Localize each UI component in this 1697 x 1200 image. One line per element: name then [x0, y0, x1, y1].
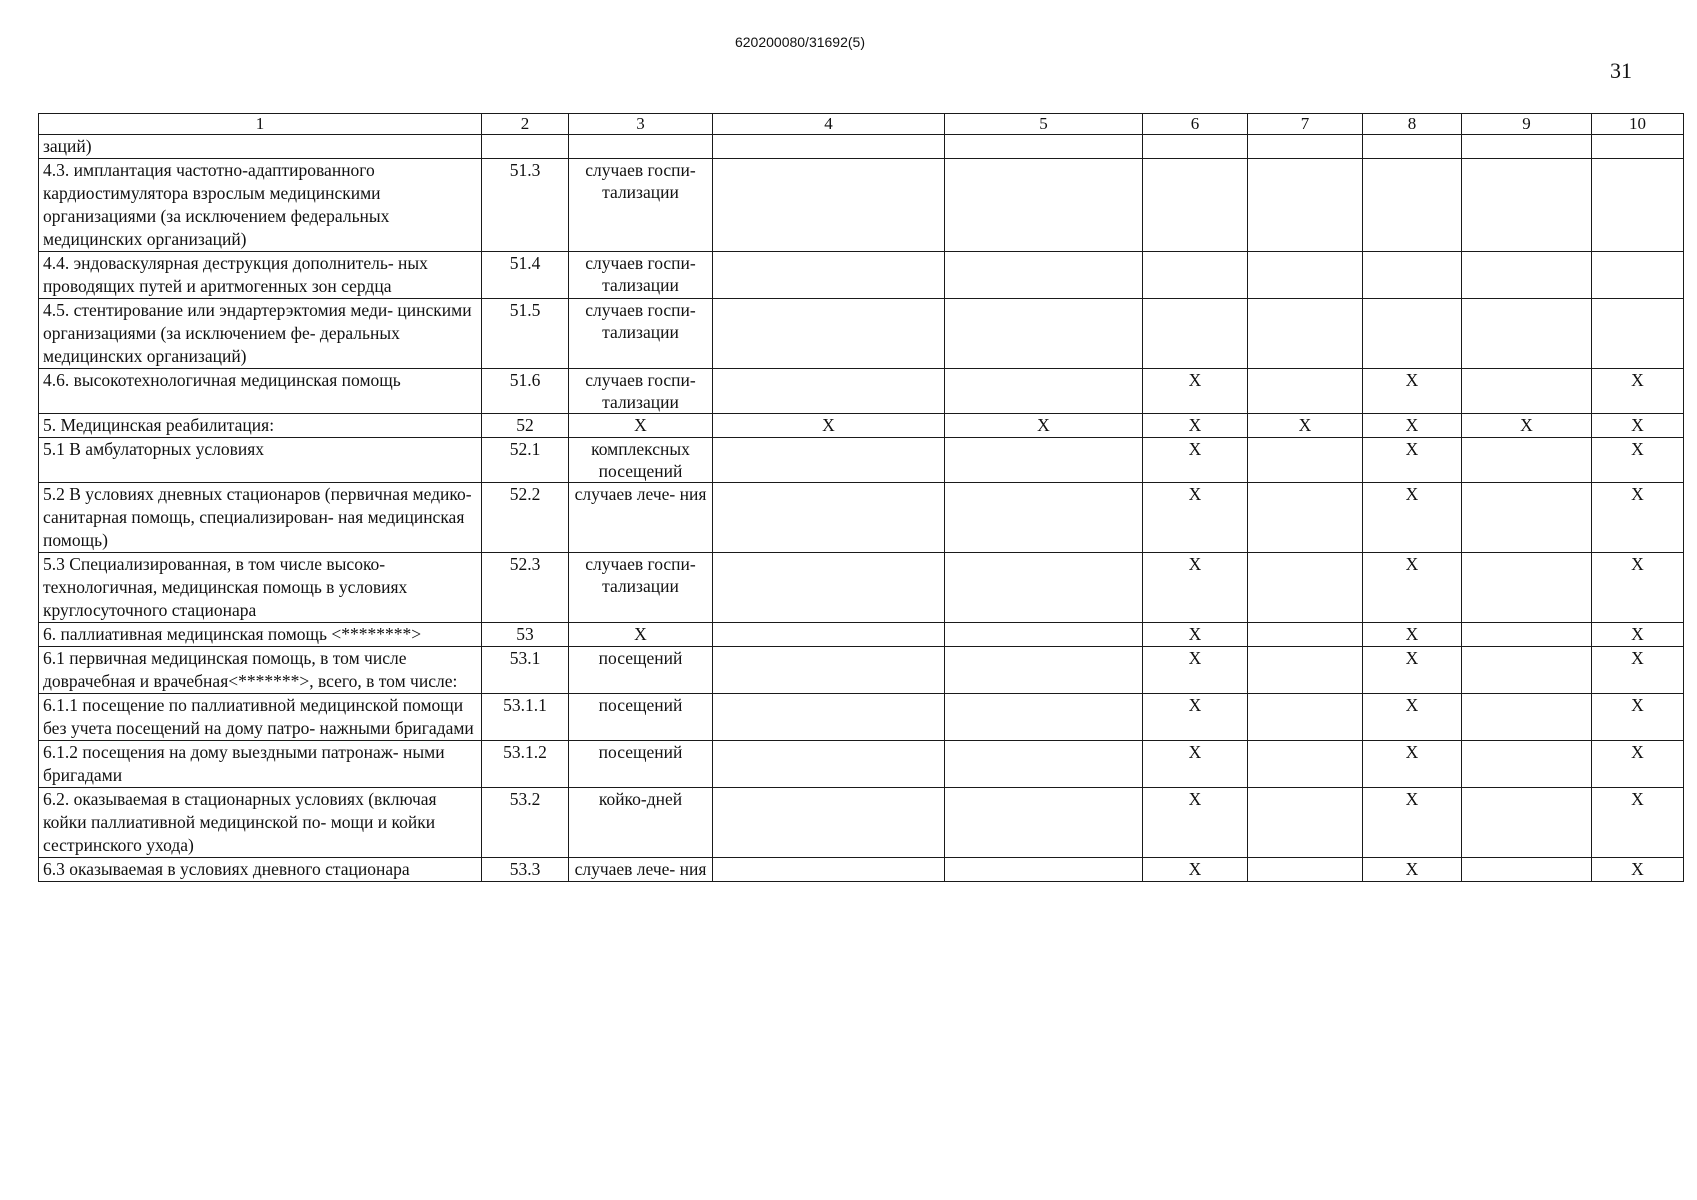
col4-cell	[713, 858, 945, 882]
col8-cell: X	[1363, 414, 1462, 438]
table-row	[39, 299, 1684, 369]
row-code-cell: 52	[482, 414, 569, 438]
col7-cell	[1248, 159, 1363, 252]
table-row	[39, 788, 1684, 858]
column-header: 3	[569, 114, 713, 135]
row-name-cell: 4.3. имплантация частотно-адаптированного кардиостимулятора взрослым медицинскими организациями (за исключением федеральных медицинских организаций)	[39, 159, 482, 252]
col5-cell	[945, 694, 1143, 741]
table-row	[39, 414, 1684, 438]
col5-cell	[945, 252, 1143, 299]
col10-cell: X	[1592, 741, 1684, 788]
col5-cell	[945, 553, 1143, 623]
row-code-cell: 51.4	[482, 252, 569, 299]
col9-cell	[1462, 741, 1592, 788]
table-row	[39, 252, 1684, 299]
col9-cell	[1462, 858, 1592, 882]
col5-cell	[945, 483, 1143, 553]
col4-cell	[713, 483, 945, 553]
row-unit-cell: X	[569, 623, 713, 647]
col8-cell	[1363, 135, 1462, 159]
column-header: 7	[1248, 114, 1363, 135]
col8-cell: X	[1363, 553, 1462, 623]
table-row	[39, 647, 1684, 694]
col9-cell	[1462, 159, 1592, 252]
col7-cell	[1248, 299, 1363, 369]
col7-cell: X	[1248, 414, 1363, 438]
col9-cell	[1462, 252, 1592, 299]
column-header: 10	[1592, 114, 1684, 135]
col7-cell	[1248, 369, 1363, 414]
row-name-cell: 4.6. высокотехнологичная медицинская помощь	[39, 369, 482, 414]
table-row	[39, 553, 1684, 623]
col4-cell: X	[713, 414, 945, 438]
column-header: 5	[945, 114, 1143, 135]
row-code-cell: 53.1	[482, 647, 569, 694]
row-code-cell: 52.3	[482, 553, 569, 623]
table-row	[39, 483, 1684, 553]
row-unit-cell: случаев госпи- тализации	[569, 252, 713, 299]
col4-cell	[713, 741, 945, 788]
col8-cell: X	[1363, 741, 1462, 788]
col7-cell	[1248, 135, 1363, 159]
row-code-cell: 51.5	[482, 299, 569, 369]
row-unit-cell: случаев госпи- тализации	[569, 369, 713, 414]
col9-cell	[1462, 694, 1592, 741]
row-unit-cell	[569, 135, 713, 159]
col9-cell	[1462, 483, 1592, 553]
col7-cell	[1248, 623, 1363, 647]
col6-cell	[1143, 135, 1248, 159]
col10-cell: X	[1592, 788, 1684, 858]
row-code-cell: 53	[482, 623, 569, 647]
col10-cell	[1592, 299, 1684, 369]
col4-cell	[713, 438, 945, 483]
col4-cell	[713, 623, 945, 647]
col8-cell: X	[1363, 647, 1462, 694]
col8-cell: X	[1363, 483, 1462, 553]
table-row	[39, 369, 1684, 414]
row-name-cell: заций)	[39, 135, 482, 159]
row-name-cell: 5.2 В условиях дневных стационаров (первичная медико-санитарная помощь, специализирован- ная медицинская помощь)	[39, 483, 482, 553]
col6-cell: X	[1143, 438, 1248, 483]
col8-cell: X	[1363, 369, 1462, 414]
col5-cell: X	[945, 414, 1143, 438]
row-name-cell: 6.2. оказываемая в стационарных условиях (включая койки паллиативной медицинской по- мощи и койки сестринского ухода)	[39, 788, 482, 858]
col8-cell: X	[1363, 623, 1462, 647]
row-unit-cell: случаев госпи- тализации	[569, 553, 713, 623]
col4-cell	[713, 647, 945, 694]
column-header: 1	[39, 114, 482, 135]
col10-cell	[1592, 252, 1684, 299]
column-header: 6	[1143, 114, 1248, 135]
col9-cell	[1462, 299, 1592, 369]
col7-cell	[1248, 694, 1363, 741]
row-name-cell: 5. Медицинская реабилитация:	[39, 414, 482, 438]
row-unit-cell: X	[569, 414, 713, 438]
col7-cell	[1248, 788, 1363, 858]
col7-cell	[1248, 741, 1363, 788]
col6-cell: X	[1143, 788, 1248, 858]
row-name-cell: 4.4. эндоваскулярная деструкция дополнитель- ных проводящих путей и аритмогенных зон сердца	[39, 252, 482, 299]
row-code-cell: 52.1	[482, 438, 569, 483]
col6-cell: X	[1143, 369, 1248, 414]
row-name-cell: 5.1 В амбулаторных условиях	[39, 438, 482, 483]
document-id: 620200080/31692(5)	[734, 34, 865, 50]
col9-cell	[1462, 135, 1592, 159]
col6-cell: X	[1143, 647, 1248, 694]
col5-cell	[945, 369, 1143, 414]
col7-cell	[1248, 553, 1363, 623]
col6-cell: X	[1143, 623, 1248, 647]
col6-cell: X	[1143, 483, 1248, 553]
col4-cell	[713, 299, 945, 369]
table-row	[39, 694, 1684, 741]
col10-cell: X	[1592, 438, 1684, 483]
col5-cell	[945, 858, 1143, 882]
table-row	[39, 858, 1684, 882]
col5-cell	[945, 623, 1143, 647]
row-unit-cell: комплексных посещений	[569, 438, 713, 483]
col8-cell: X	[1363, 694, 1462, 741]
col5-cell	[945, 741, 1143, 788]
table-row	[39, 623, 1684, 647]
col6-cell: X	[1143, 694, 1248, 741]
col10-cell: X	[1592, 553, 1684, 623]
col6-cell	[1143, 159, 1248, 252]
row-name-cell: 4.5. стентирование или эндартерэктомия меди- цинскими организациями (за исключением фе- деральных медицинских организаций)	[39, 299, 482, 369]
col10-cell: X	[1592, 483, 1684, 553]
row-name-cell: 6.1.1 посещение по паллиативной медицинской помощи без учета посещений на дому патро- нажными бригадами	[39, 694, 482, 741]
col4-cell	[713, 694, 945, 741]
col8-cell	[1363, 299, 1462, 369]
row-unit-cell: посещений	[569, 694, 713, 741]
col9-cell	[1462, 788, 1592, 858]
col5-cell	[945, 788, 1143, 858]
data-table	[38, 113, 1684, 882]
col4-cell	[713, 252, 945, 299]
column-header: 8	[1363, 114, 1462, 135]
col9-cell	[1462, 369, 1592, 414]
page-number: 31	[1610, 58, 1632, 83]
col8-cell	[1363, 159, 1462, 252]
table-header-row	[39, 114, 1684, 135]
col7-cell	[1248, 483, 1363, 553]
table-row	[39, 438, 1684, 483]
col4-cell	[713, 369, 945, 414]
col10-cell: X	[1592, 858, 1684, 882]
col5-cell	[945, 647, 1143, 694]
row-unit-cell: койко-дней	[569, 788, 713, 858]
col6-cell: X	[1143, 858, 1248, 882]
table-row	[39, 741, 1684, 788]
row-unit-cell: случаев госпи- тализации	[569, 299, 713, 369]
col10-cell	[1592, 159, 1684, 252]
col10-cell: X	[1592, 414, 1684, 438]
col4-cell	[713, 159, 945, 252]
col6-cell	[1143, 299, 1248, 369]
row-code-cell: 51.3	[482, 159, 569, 252]
col6-cell: X	[1143, 414, 1248, 438]
col7-cell	[1248, 858, 1363, 882]
col10-cell: X	[1592, 369, 1684, 414]
col7-cell	[1248, 647, 1363, 694]
col8-cell: X	[1363, 438, 1462, 483]
row-code-cell: 51.6	[482, 369, 569, 414]
col4-cell	[713, 788, 945, 858]
col7-cell	[1248, 438, 1363, 483]
col7-cell	[1248, 252, 1363, 299]
row-name-cell: 6.3 оказываемая в условиях дневного стационара	[39, 858, 482, 882]
col4-cell	[713, 553, 945, 623]
col9-cell	[1462, 553, 1592, 623]
col10-cell: X	[1592, 647, 1684, 694]
col8-cell: X	[1363, 788, 1462, 858]
row-name-cell: 6. паллиативная медицинская помощь <********>	[39, 623, 482, 647]
table-row	[39, 135, 1684, 159]
column-header: 9	[1462, 114, 1592, 135]
row-code-cell: 53.1.1	[482, 694, 569, 741]
column-header: 2	[482, 114, 569, 135]
row-code-cell	[482, 135, 569, 159]
column-header: 4	[713, 114, 945, 135]
col4-cell	[713, 135, 945, 159]
col5-cell	[945, 159, 1143, 252]
col9-cell	[1462, 438, 1592, 483]
col9-cell	[1462, 647, 1592, 694]
row-unit-cell: посещений	[569, 741, 713, 788]
col9-cell: X	[1462, 414, 1592, 438]
col8-cell	[1363, 252, 1462, 299]
col6-cell: X	[1143, 741, 1248, 788]
col8-cell: X	[1363, 858, 1462, 882]
row-unit-cell: случаев лече- ния	[569, 483, 713, 553]
col9-cell	[1462, 623, 1592, 647]
col5-cell	[945, 135, 1143, 159]
table-row	[39, 159, 1684, 252]
row-code-cell: 53.3	[482, 858, 569, 882]
row-name-cell: 6.1 первичная медицинская помощь, в том числе доврачебная и врачебная<*******>, всего, в том числе:	[39, 647, 482, 694]
col5-cell	[945, 438, 1143, 483]
col10-cell: X	[1592, 623, 1684, 647]
row-unit-cell: посещений	[569, 647, 713, 694]
row-name-cell: 6.1.2 посещения на дому выездными патронаж- ными бригадами	[39, 741, 482, 788]
row-unit-cell: случаев лече- ния	[569, 858, 713, 882]
col6-cell: X	[1143, 553, 1248, 623]
row-code-cell: 53.1.2	[482, 741, 569, 788]
row-name-cell: 5.3 Специализированная, в том числе высоко- технологичная, медицинская помощь в условиях круглосуточного стационара	[39, 553, 482, 623]
col5-cell	[945, 299, 1143, 369]
col6-cell	[1143, 252, 1248, 299]
col10-cell	[1592, 135, 1684, 159]
row-code-cell: 52.2	[482, 483, 569, 553]
row-code-cell: 53.2	[482, 788, 569, 858]
col10-cell: X	[1592, 694, 1684, 741]
row-unit-cell: случаев госпи- тализации	[569, 159, 713, 252]
